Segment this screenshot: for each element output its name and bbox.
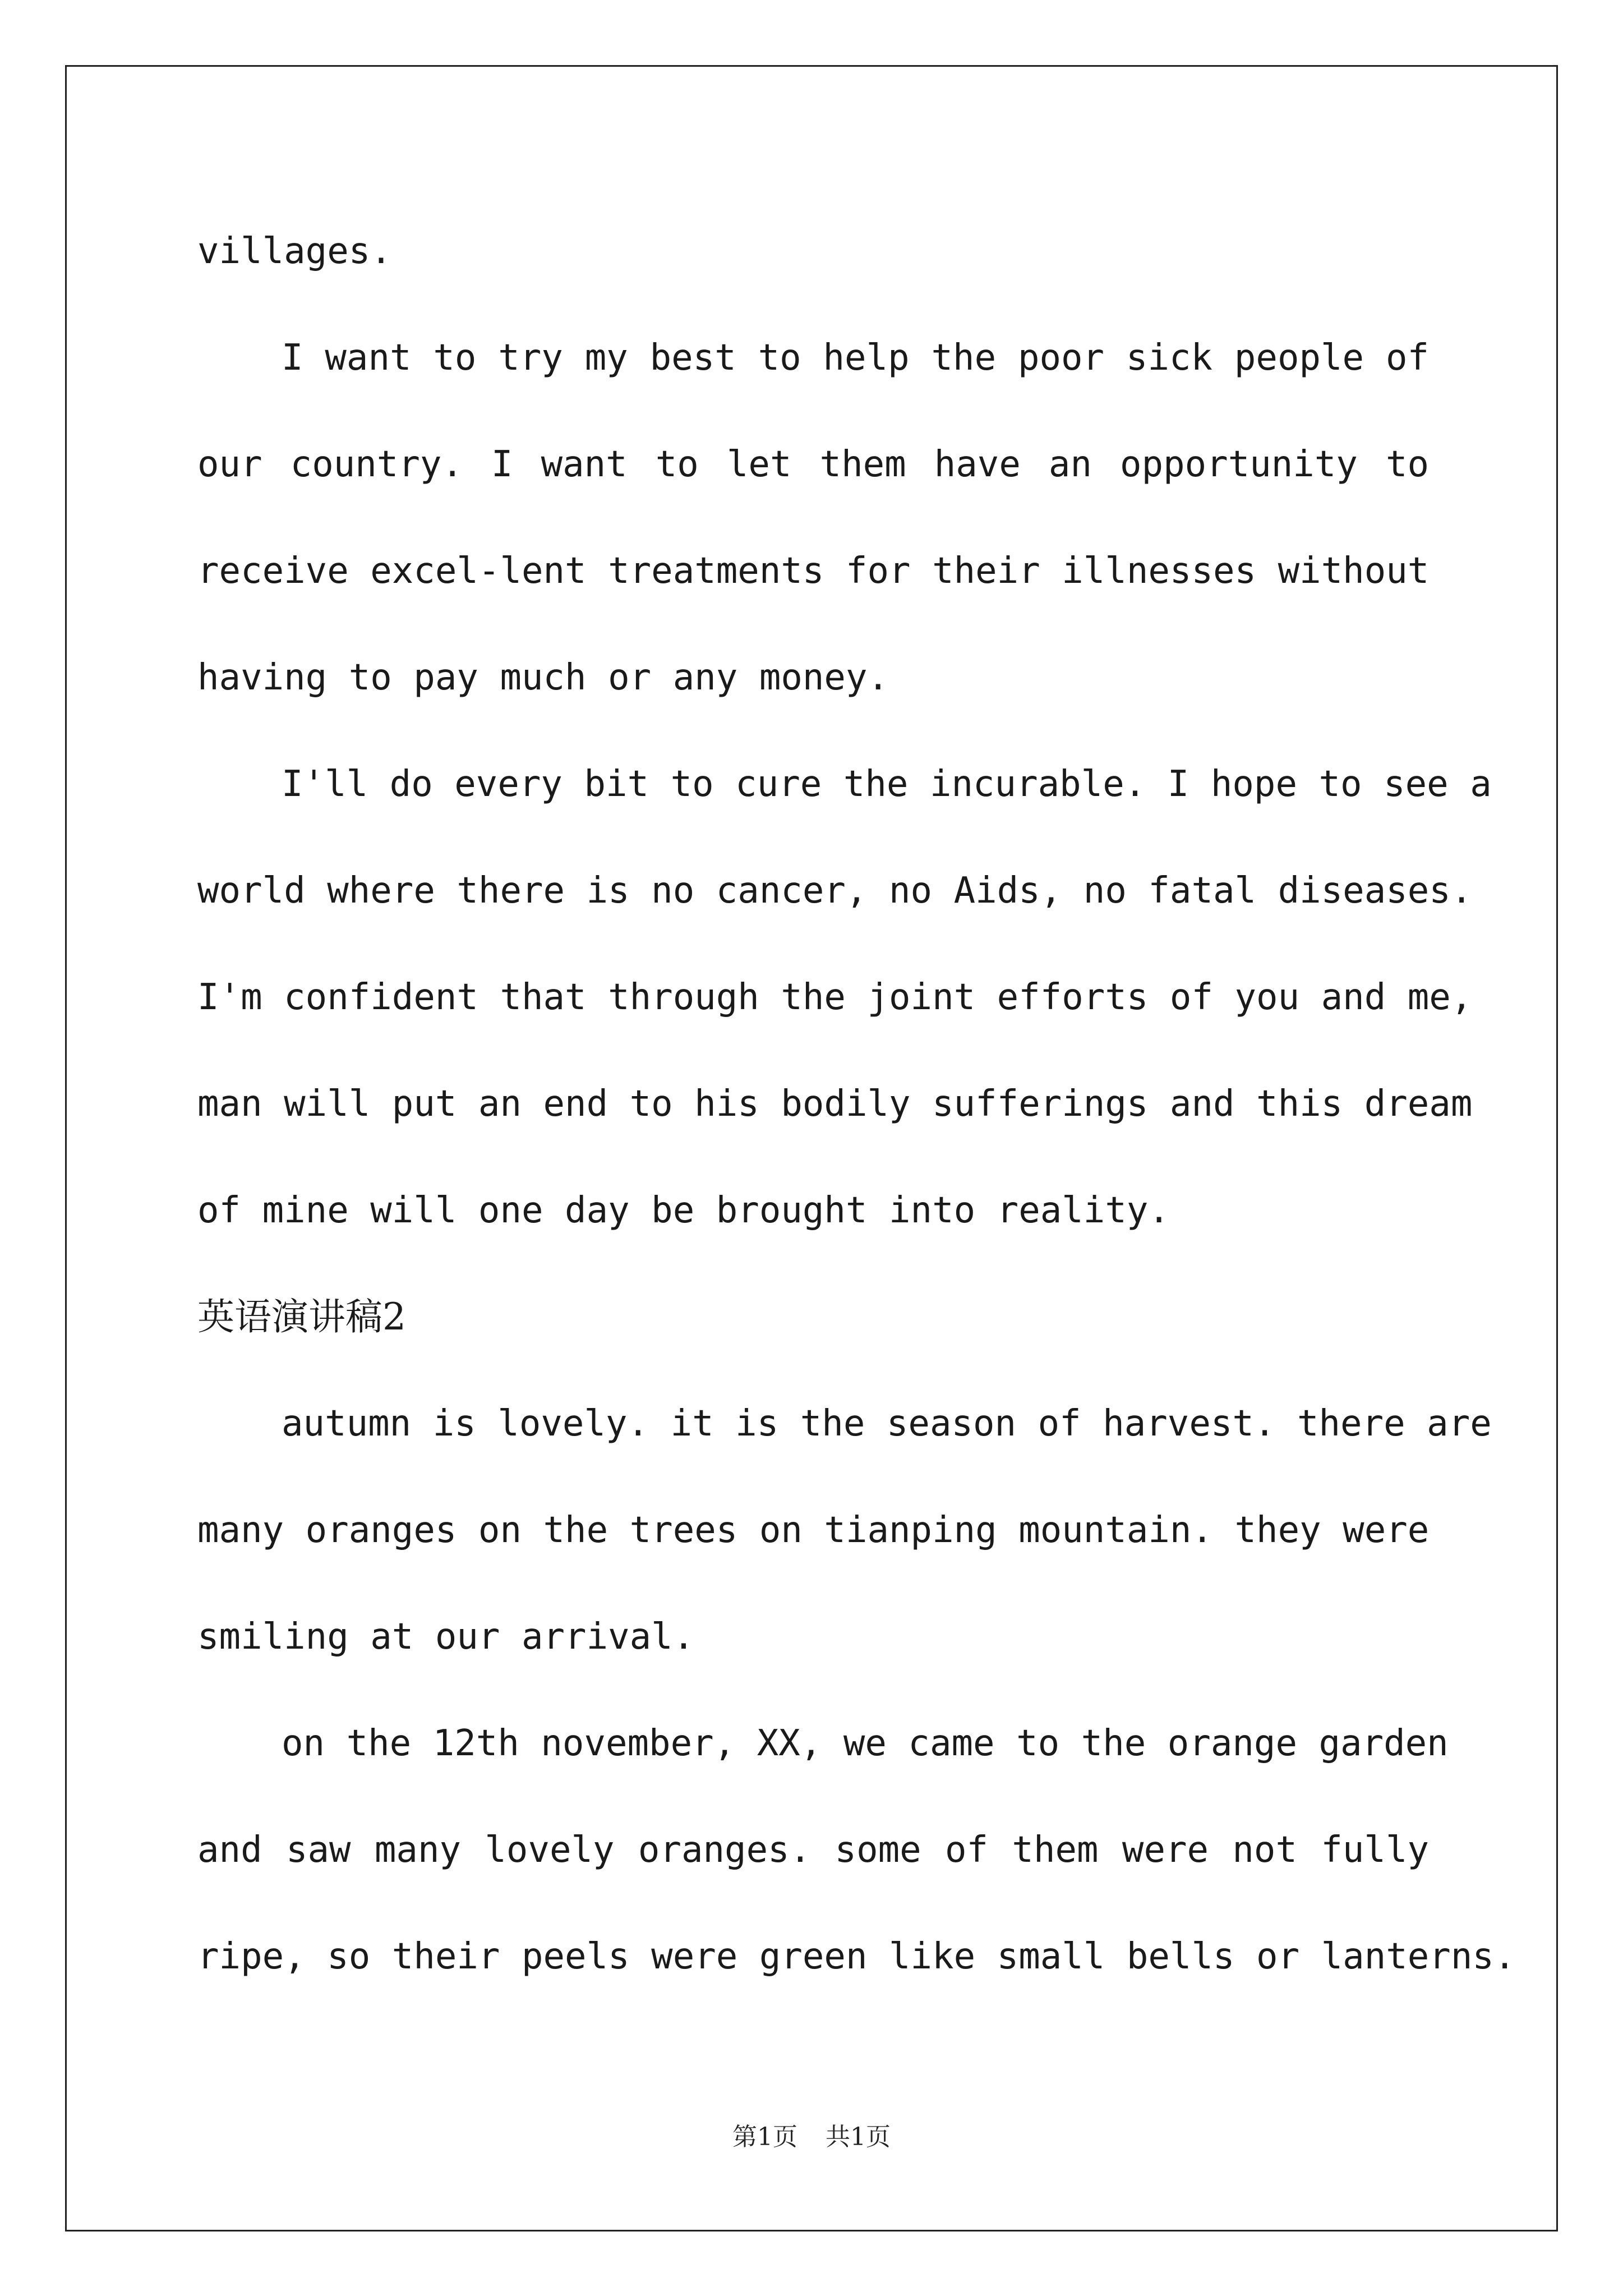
- text-line: man will put an end to his bodily sufferings and this dream: [197, 1083, 1473, 1125]
- text-line: ripe, so their peels were green like small bells or lanterns.: [197, 1936, 1516, 1977]
- text-line: world where there is no cancer, no Aids, no fatal diseases.: [197, 870, 1473, 912]
- text-line: villages.: [197, 231, 392, 272]
- text-line: having to pay much or any money.: [197, 657, 889, 698]
- text-line: of mine will one day be brought into reality.: [197, 1190, 1170, 1231]
- text-line: autumn is lovely. it is the season of harvest. there are: [282, 1403, 1492, 1444]
- text-line: and saw many lovely oranges. some of them were not fully: [197, 1829, 1429, 1871]
- text-line: our country. I want to let them have an opportunity to: [197, 444, 1429, 485]
- text-line: I want to try my best to help the poor sick people of: [282, 337, 1429, 379]
- page-frame: [65, 65, 1558, 2231]
- text-line: smiling at our arrival.: [197, 1616, 695, 1658]
- page-number-current: 第1页: [732, 2123, 797, 2151]
- text-line: I'll do every bit to cure the incurable. I hope to see a: [282, 763, 1492, 805]
- section-heading: 英语演讲稿2: [197, 1295, 406, 1338]
- text-line: many oranges on the trees on tianping mountain. they were: [197, 1510, 1430, 1551]
- page-footer: [0, 2120, 1623, 2154]
- text-line: on the 12th november, XX, we came to the orange garden: [282, 1723, 1449, 1764]
- page-number-total: 共1页: [826, 2123, 891, 2151]
- text-line: I'm confident that through the joint efforts of you and me,: [197, 977, 1473, 1018]
- text-line: receive excel-lent treatments for their illnesses without: [197, 550, 1430, 592]
